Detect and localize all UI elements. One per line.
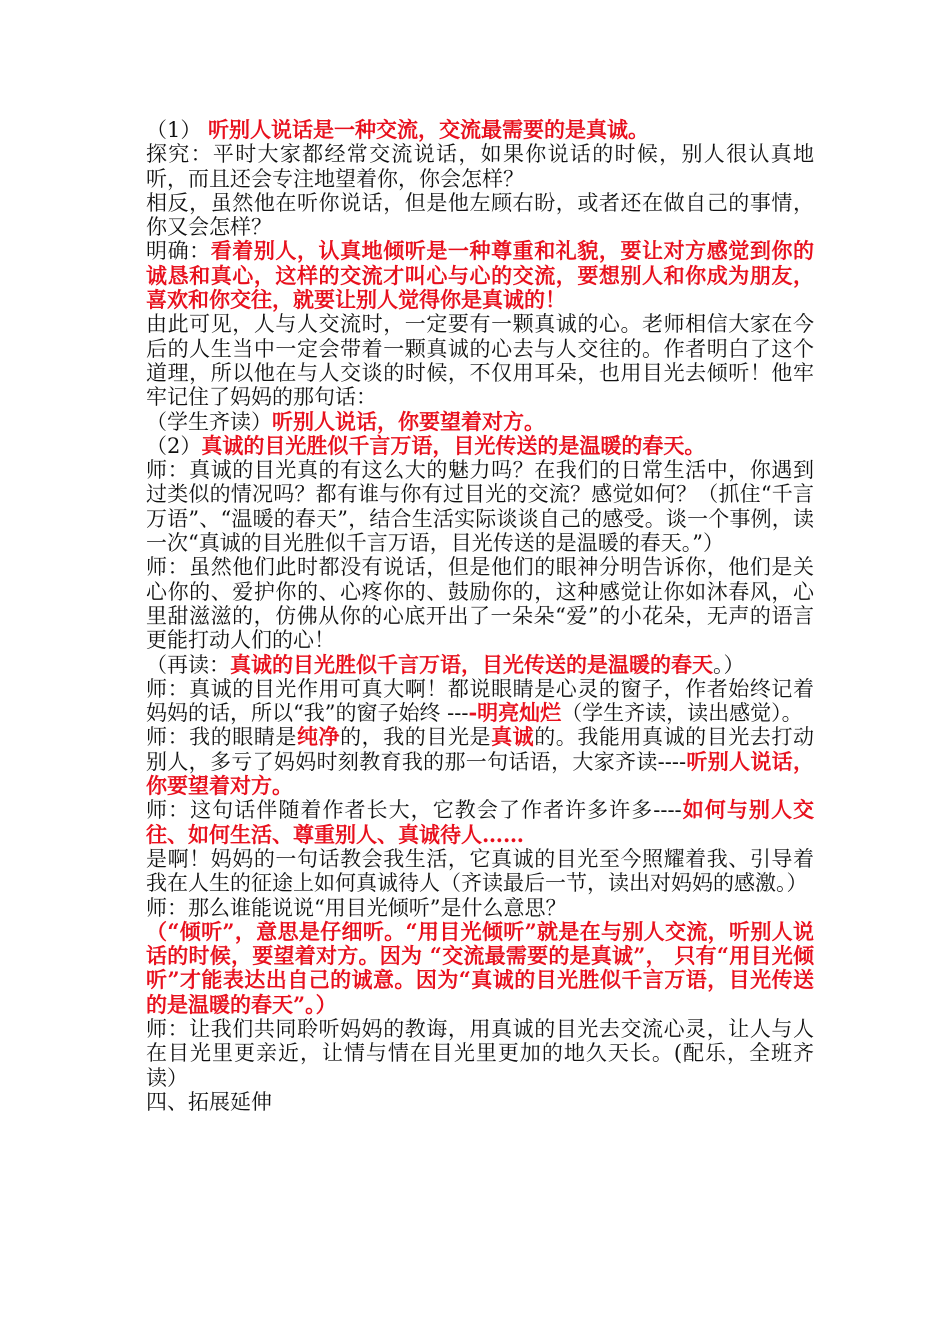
body-text: 四、拓展延伸: [146, 1089, 272, 1114]
body-text: 相反，虽然他在听你说话，但是他左顾右盼，或者还在做自己的事情，你又会怎样？: [146, 190, 814, 240]
body-text: 师：这句话伴随着作者长大，它教会了作者许多许多----: [146, 798, 682, 823]
body-text: 的。我能用真诚的目光去打动别人，多亏了妈妈时刻教育我的那一句话语，大家齐读----: [146, 725, 815, 774]
body-text: 师：那么谁能说说“用目光倾听”是什么意思？: [146, 895, 567, 920]
body-text: 师：虽然他们此时都没有说话，但是他们的眼神分明告诉你，他们是关心你的、爱护你的、心疼你的、鼓励你的，这种感觉让你如沐春风，心里甜滋滋的，仿佛从你的心底开出了一朵朵“爱”的小花朵，无声的语言更能打动人们的心！: [146, 555, 814, 653]
body-text: 由此可见，人与人交流时，一定要有一颗真诚的心。老师相信大家在今后的人生当中一定会带着一颗真诚的心去与人交往的。作者明白了这个道理，所以他在与人交谈的时候，不仅用耳朵，也用目光去倾听！他牢牢记住了妈妈的那句话：: [146, 312, 814, 410]
body-text: （学生齐读，读出感觉）。: [561, 701, 803, 726]
paragraph: [146, 677, 814, 726]
body-text: （1）: [146, 118, 209, 142]
highlighted-text: 听别人说话，你要望着对方。: [146, 748, 814, 799]
document-page: [146, 118, 814, 1114]
highlighted-text: 真诚: [491, 724, 535, 750]
body-text: 的，我的目光是: [340, 725, 492, 750]
body-text: （再读：: [146, 652, 230, 677]
highlighted-text: 看着别人，认真地倾听是一种尊重和礼貌，要让对方感觉到你的诚恳和真心，这样的交流才叫心与心的交流，要想别人和你成为朋友，喜欢和你交往，就要让别人觉得你是真诚的！: [146, 238, 815, 313]
highlighted-text: 听别人说话是一种交流，交流最需要的是真诚。: [208, 117, 650, 142]
body-text: （2）: [146, 433, 202, 458]
highlighted-text: 纯净: [296, 724, 341, 750]
highlighted-text: -明亮灿烂: [468, 700, 562, 726]
paragraph: [146, 725, 814, 798]
body-text: 师：真诚的目光真的有这么大的魅力吗？在我们的日常生活中，你遇到过类似的情况吗？都有谁与你有过目光的交流？感觉如何？（抓住“千言万语”、“温暖的春天”，结合生活实际谈谈自己的感受。谈一个事例，读一次“真诚的目光胜似千言万语，目光传送的是温暖的春天。”）: [146, 458, 814, 556]
paragraph: [146, 142, 814, 191]
paragraph: [146, 1017, 814, 1090]
body-text: 是啊！妈妈的一句话教会我生活，它真诚的目光至今照耀着我、引导着我在人生的征途上如何真诚待人（齐读最后一节，读出对妈妈的感激。）: [146, 846, 814, 896]
body-text: （学生齐读）: [146, 409, 272, 434]
paragraph: [146, 434, 814, 458]
highlighted-text: 如何与别人交往、如何生活、尊重别人、真诚待人……: [146, 797, 815, 847]
body-text: 。）: [713, 652, 745, 677]
paragraph: [146, 191, 814, 240]
body-text: 明确：: [146, 239, 211, 264]
paragraph: [146, 555, 814, 652]
body-text: 师：我的眼睛是: [146, 725, 297, 750]
paragraph: [146, 847, 814, 896]
paragraph: [146, 312, 814, 409]
paragraph: [146, 458, 814, 555]
paragraph: [146, 410, 814, 434]
body-text: 师：真诚的目光作用可真大啊！都说眼睛是心灵的窗子，作者始终记着妈妈的话，所以“我”的窗子始终 ---: [146, 676, 814, 726]
paragraph: [146, 798, 814, 847]
paragraph: [146, 653, 814, 677]
highlighted-text: 真诚的目光胜似千言万语，目光传送的是温暖的春天。: [201, 432, 706, 458]
highlighted-text: 听别人说话，你要望着对方。: [272, 408, 545, 434]
body-text: 探究：平时大家都经常交流说话，如果你说话的时候，别人很认真地听，而且还会专注地望着你，你会怎样？: [146, 142, 814, 191]
highlighted-text: （“倾听”，意思是仔细听。“用目光倾听”就是在与别人交流，听别人说话的时候，要望着对方。因为 “交流最需要的是真诚”， 只有“用目光倾听”才能表达出自己的诚意。因为“真诚的目光胜似千言万语，目光传送的是温暖的春天”。）: [146, 918, 814, 1017]
paragraph: [146, 239, 814, 312]
highlighted-text: 真诚的目光胜似千言万语，目光传送的是温暖的春天: [230, 651, 713, 677]
paragraph: [146, 1090, 814, 1114]
paragraph: [146, 920, 814, 1017]
body-text: 师：让我们共同聆听妈妈的教诲，用真诚的目光去交流心灵，让人与人在目光里更亲近，让情与情在目光里更加的地久天长。(配乐，全班齐读）: [146, 1016, 814, 1090]
paragraph: [146, 118, 814, 142]
paragraph: [146, 896, 814, 920]
